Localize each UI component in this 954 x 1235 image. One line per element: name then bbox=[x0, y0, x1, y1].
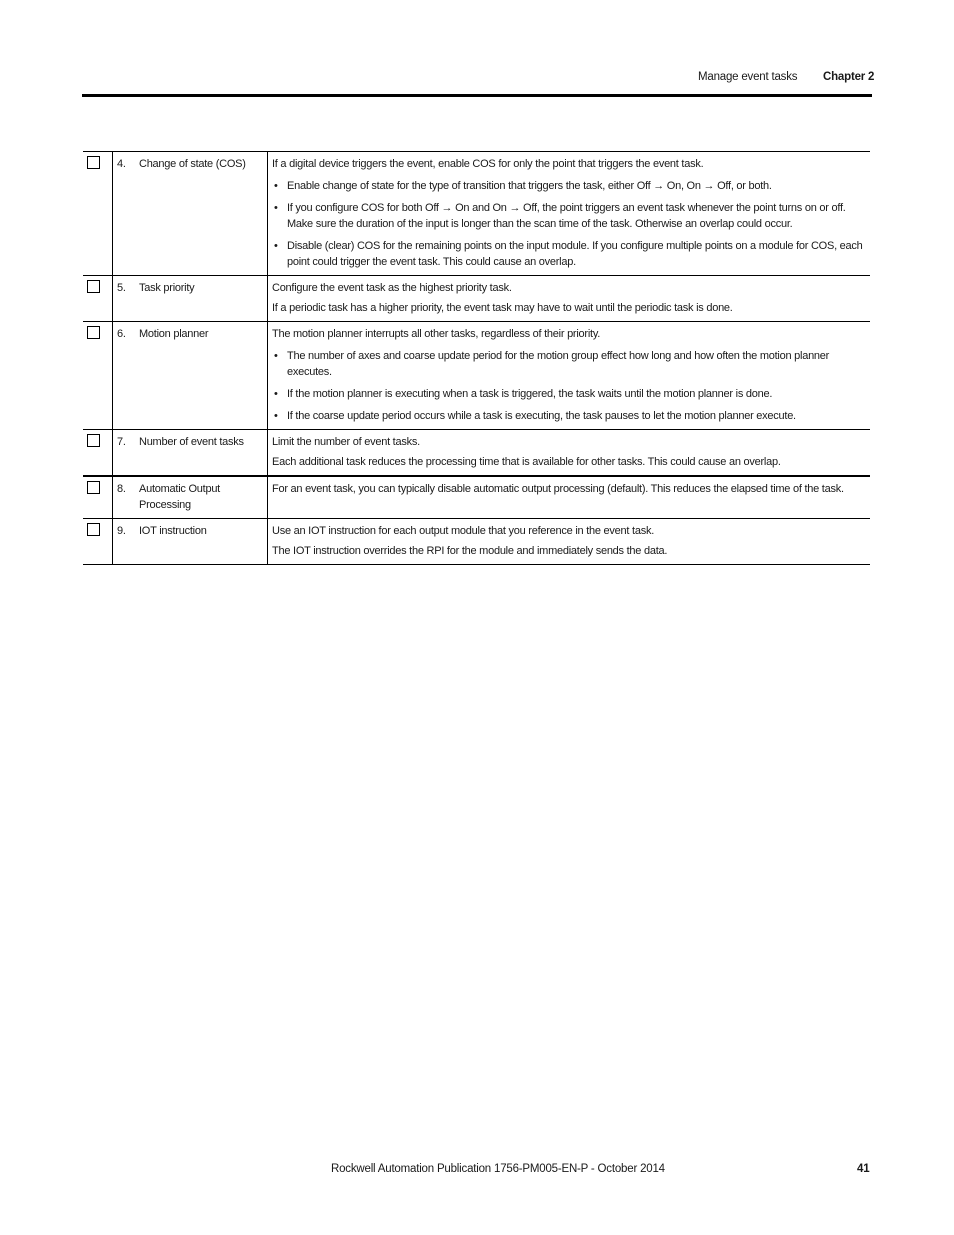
bullet-item: • Enable change of state for the type of transition that triggers the task, either Off → On, On → Off, or both. bbox=[272, 178, 866, 194]
bullet-item: • If you configure COS for both Off → On and On → Off, the point triggers an event task whenever the point turns on or off. Make sure the duration of the input is longer than the scan time of the task. Otherwise an overlap could occur. bbox=[272, 200, 866, 232]
item-number: 8. bbox=[117, 483, 126, 495]
description-paragraph: The motion planner interrupts all other tasks, regardless of their priority. bbox=[272, 328, 601, 340]
item-description bbox=[268, 476, 871, 519]
item-number: 4. bbox=[117, 158, 126, 170]
item-name: Number of event tasks bbox=[139, 436, 244, 448]
checkbox-item-7[interactable] bbox=[87, 434, 100, 447]
item-name: Task priority bbox=[139, 282, 195, 294]
description-paragraph: Limit the number of event tasks. bbox=[272, 436, 420, 448]
checkbox-item-4[interactable] bbox=[87, 156, 100, 169]
table-row bbox=[83, 519, 870, 565]
item-number: 9. bbox=[117, 525, 126, 537]
item-number: 6. bbox=[117, 328, 126, 340]
table-row bbox=[83, 322, 870, 430]
item-number: 7. bbox=[117, 436, 126, 448]
header-rule bbox=[82, 94, 872, 97]
item-description bbox=[268, 430, 871, 477]
description-paragraph: For an event task, you can typically disable automatic output processing (default). This reduces the elapsed time of the task. bbox=[272, 483, 844, 495]
page-number: 41 bbox=[857, 1163, 870, 1175]
item-description bbox=[268, 519, 871, 565]
bullet-item: • If the coarse update period occurs while a task is executing, the task pauses to let the motion planner execute. bbox=[272, 408, 866, 424]
checkbox-item-6[interactable] bbox=[87, 326, 100, 339]
item-number: 5. bbox=[117, 282, 126, 294]
checkbox-item-5[interactable] bbox=[87, 280, 100, 293]
item-description bbox=[268, 152, 871, 276]
item-name: Automatic Output Processing bbox=[139, 483, 220, 511]
checkbox-item-9[interactable] bbox=[87, 523, 100, 536]
description-bullets bbox=[272, 348, 866, 424]
description-paragraph: Use an IOT instruction for each output module that you reference in the event task. bbox=[272, 525, 654, 537]
running-header-section: Manage event tasks bbox=[698, 71, 798, 83]
checkbox-item-8[interactable] bbox=[87, 481, 100, 494]
description-paragraph: The IOT instruction overrides the RPI for the module and immediately sends the data. bbox=[272, 545, 668, 557]
item-name: IOT instruction bbox=[139, 525, 207, 537]
item-name: Change of state (COS) bbox=[139, 158, 246, 170]
table-row bbox=[83, 476, 870, 519]
item-description bbox=[268, 276, 871, 322]
description-paragraph: Each additional task reduces the processing time that is available for other tasks. This could cause an overlap. bbox=[272, 456, 781, 468]
bullet-item: • If the motion planner is executing when a task is triggered, the task waits until the motion planner is done. bbox=[272, 386, 866, 402]
item-description bbox=[268, 322, 871, 430]
event-task-checklist-table bbox=[83, 151, 870, 565]
description-bullets bbox=[272, 178, 866, 270]
bullet-item: • Disable (clear) COS for the remaining points on the input module. If you configure multiple points on a module for COS, each point could trigger the event task. This could cause an overlap. bbox=[272, 238, 866, 270]
table-row bbox=[83, 152, 870, 276]
footer-publication: Rockwell Automation Publication 1756-PM005-EN-P - October 2014 bbox=[331, 1163, 665, 1175]
description-paragraph: If a periodic task has a higher priority, the event task may have to wait until the periodic task is done. bbox=[272, 302, 733, 314]
table-row bbox=[83, 430, 870, 477]
description-paragraph: If a digital device triggers the event, enable COS for only the point that triggers the event task. bbox=[272, 158, 704, 170]
bullet-item: • The number of axes and coarse update period for the motion group effect how long and how often the motion planner executes. bbox=[272, 348, 866, 380]
item-name: Motion planner bbox=[139, 328, 209, 340]
table-row bbox=[83, 276, 870, 322]
description-paragraph: Configure the event task as the highest priority task. bbox=[272, 282, 512, 294]
running-header-chapter: Chapter 2 bbox=[823, 71, 875, 83]
